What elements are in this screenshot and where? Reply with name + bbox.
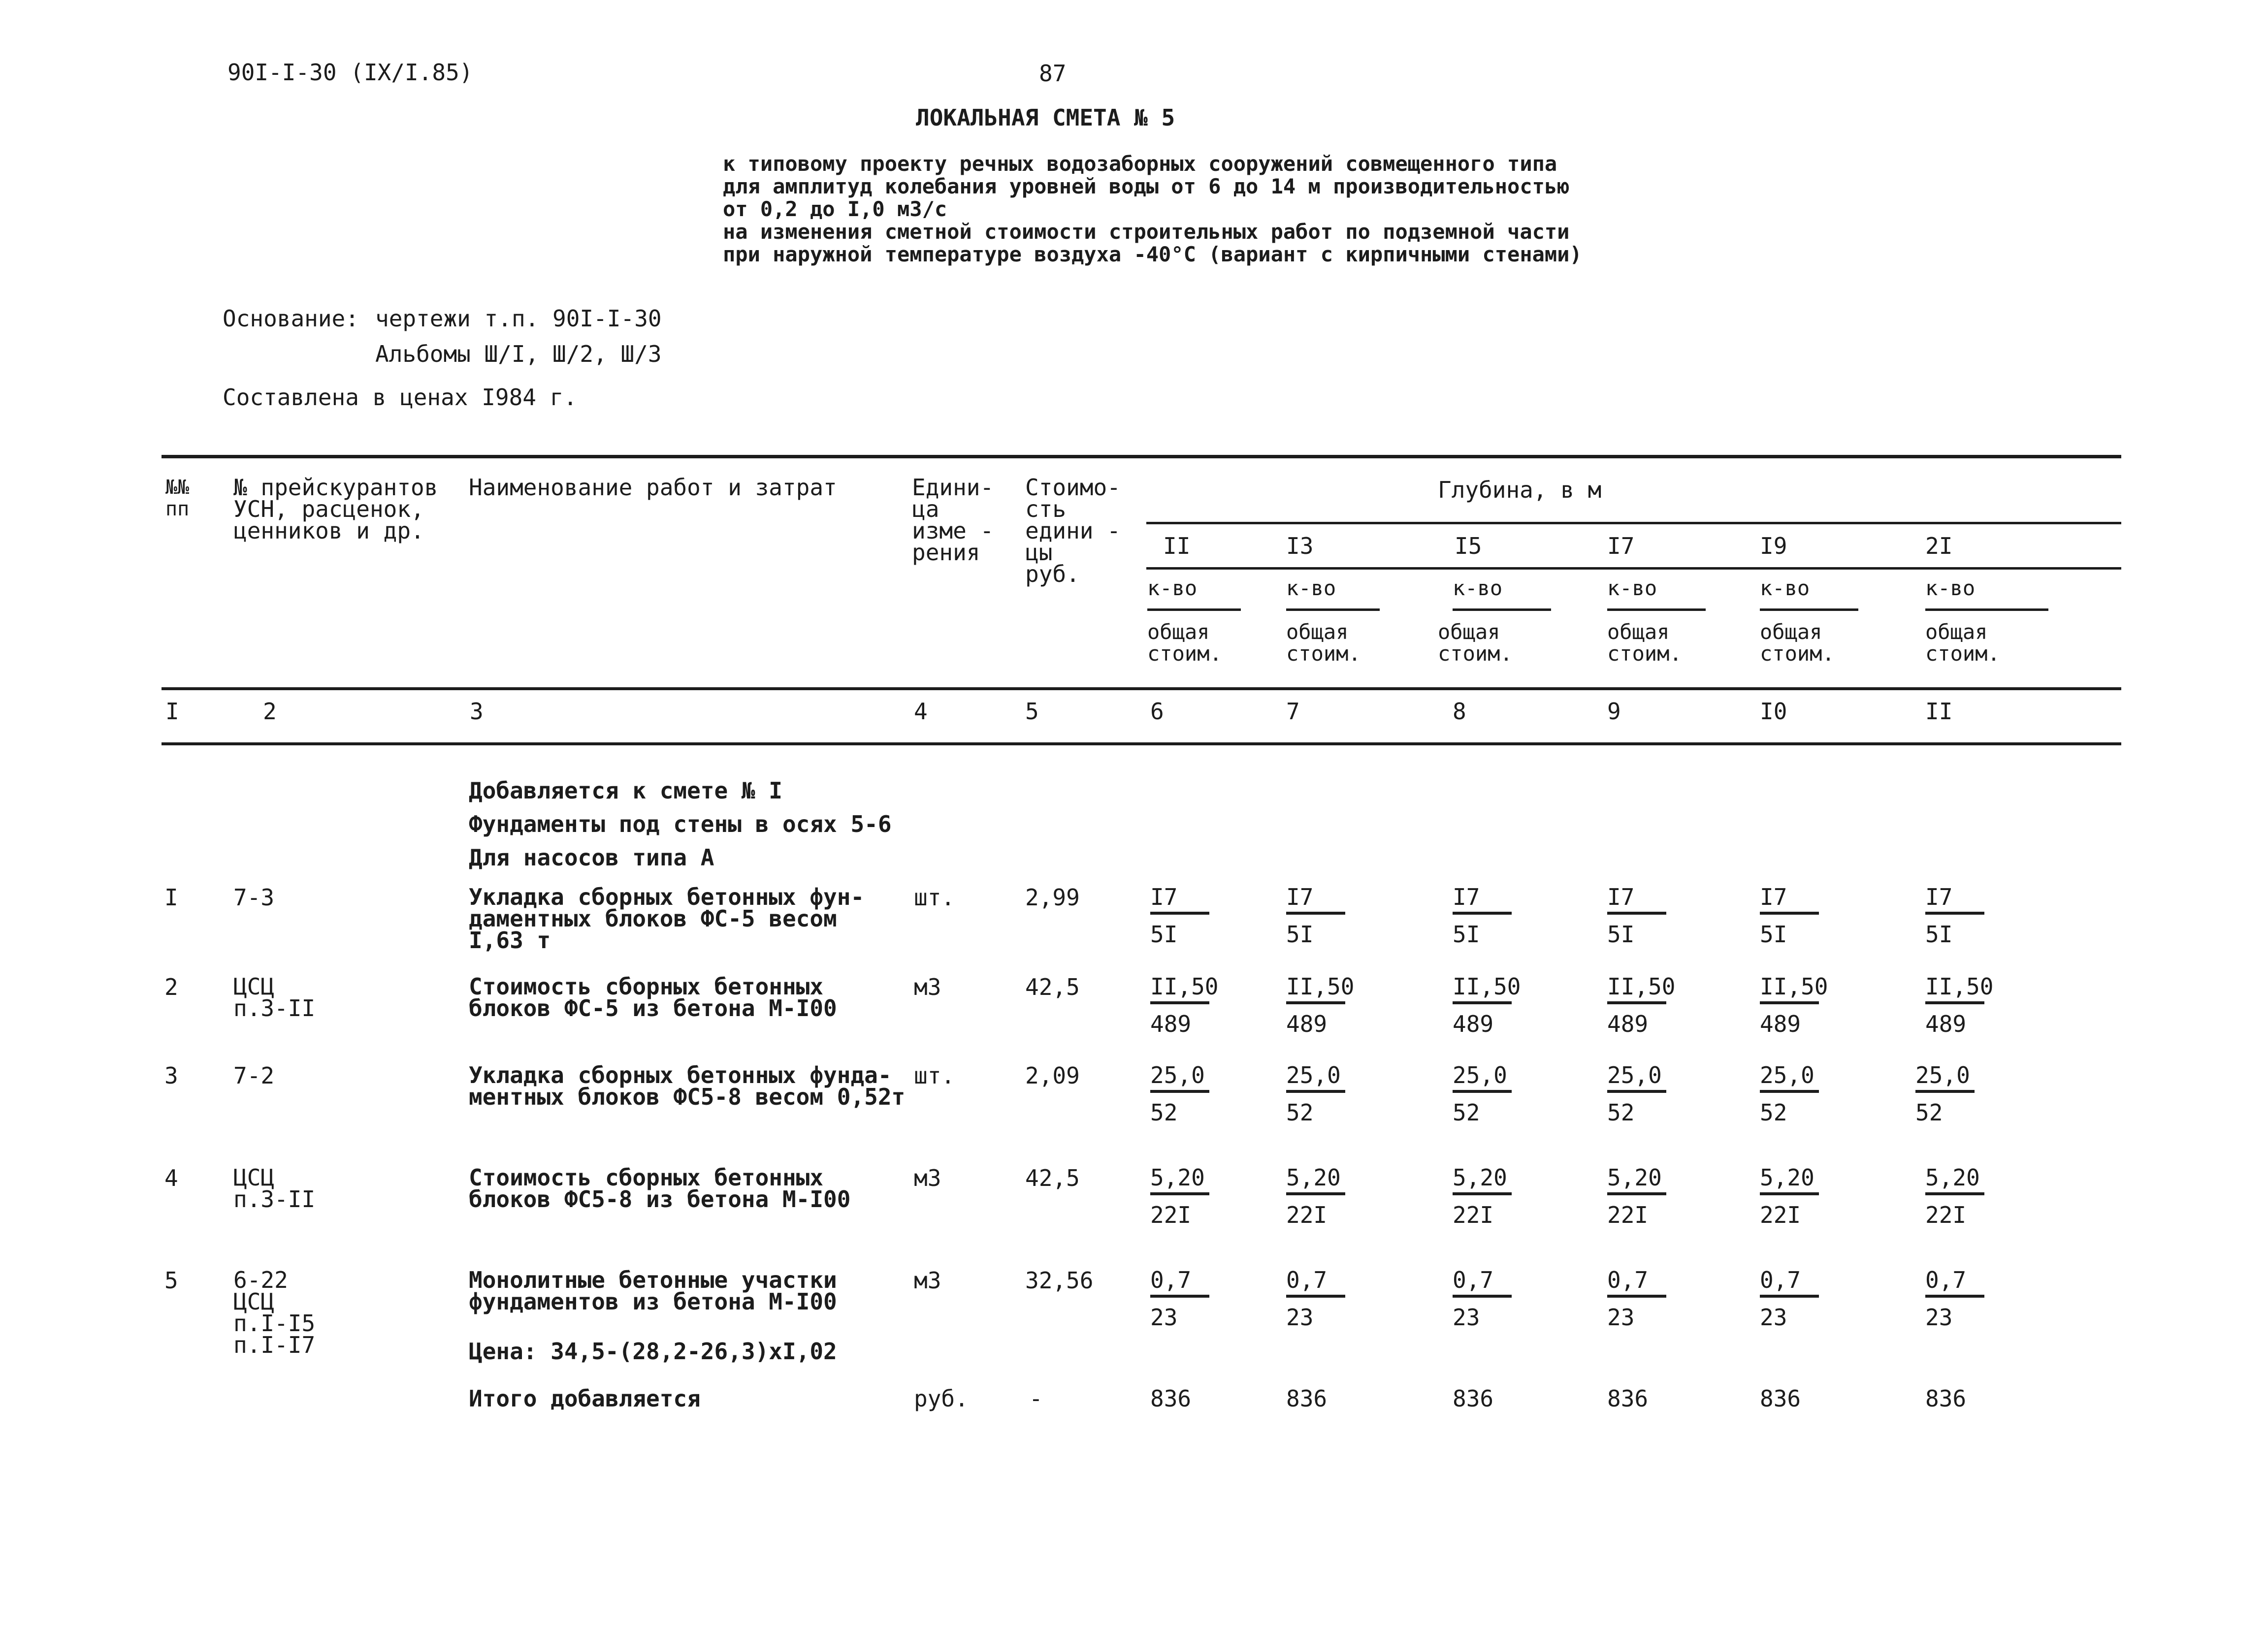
header-col-ref: № прейскурантов УСН, расценок, ценников и др. [233, 474, 438, 544]
column-number: 3 [470, 698, 484, 725]
qty-rule [1286, 608, 1380, 611]
row-number: 3 [164, 1062, 178, 1089]
row-quantity-cost: II,50 489 [1760, 973, 1828, 1037]
basis-label: Основание: [223, 305, 359, 332]
header-total-label: общая стоим. [1286, 620, 1361, 666]
row-work-name: Стоимость сборных бетонных блоков ФС5-8 из бетона М-I00 [469, 1164, 851, 1213]
row-number: 5 [164, 1267, 178, 1294]
document-code: 90I-I-30 (IX/I.85) [227, 59, 473, 86]
row-reference: ЦСЦ п.3-II [233, 1164, 316, 1213]
row-reference: ЦСЦ п.3-II [233, 973, 316, 1021]
header-qty-label: к-во [1925, 576, 1976, 600]
row-quantity-cost: I7 5I [1607, 884, 1711, 947]
fraction-bar [1286, 1295, 1345, 1298]
fraction-bar [1760, 1295, 1819, 1298]
subtitle-line: при наружной температуре воздуха -40°С (вариант с кирпичными стенами) [723, 242, 1582, 266]
fraction-bar [1607, 1090, 1666, 1093]
section-line: Добавляется к смете № I [469, 777, 782, 804]
row-quantity-cost: 25,0 52 [1607, 1062, 1711, 1125]
header-total-label: общая стоим. [1925, 620, 2000, 666]
row-quantity-cost: II,50 489 [1150, 973, 1219, 1037]
qty-rule [1147, 608, 1241, 611]
fraction-bar [1453, 1295, 1512, 1298]
row-quantity-cost: I7 5I [1286, 884, 1390, 947]
total-value: 836 [1925, 1385, 1967, 1412]
row-unit-price: 2,99 [1025, 884, 1080, 911]
prices-note: Составлена в ценах I984 г. [223, 384, 578, 411]
row-quantity-cost: 25,0 52 [1915, 1062, 2019, 1125]
qty-rule [1607, 608, 1706, 611]
document-subtitle [723, 153, 1582, 266]
row-unit-price: 42,5 [1025, 974, 1080, 1000]
document-title: ЛОКАЛЬНАЯ СМЕТА № 5 [916, 104, 1175, 131]
row-reference: 7-2 [233, 1062, 275, 1089]
row-quantity-cost: 5,20 22I [1925, 1165, 2029, 1228]
total-value: 836 [1150, 1385, 1192, 1412]
row-quantity-cost: 0,7 23 [1150, 1267, 1254, 1330]
row-quantity-cost: 5,20 22I [1453, 1165, 1556, 1228]
fraction-bar [1150, 1295, 1209, 1298]
column-number: II [1925, 698, 1953, 725]
row-quantity-cost: II,50 489 [1286, 973, 1355, 1037]
header-col-name: Наименование работ и затрат [469, 474, 837, 501]
header-qty-label: к-во [1607, 576, 1657, 600]
row-quantity-cost: 0,7 23 [1925, 1267, 2029, 1330]
fraction-bar [1925, 1001, 1984, 1004]
row-unit-price: 32,56 [1025, 1267, 1094, 1294]
column-number: I0 [1760, 698, 1787, 725]
fraction-bar [1925, 1192, 1984, 1195]
fraction-bar [1760, 1090, 1819, 1093]
fraction-bar [1760, 1001, 1819, 1004]
fraction-bar [1607, 1192, 1666, 1195]
column-number: 8 [1453, 698, 1466, 725]
section-line: Для насосов типа А [469, 844, 714, 871]
row-quantity-cost: II,50 489 [1607, 973, 1676, 1037]
fraction-bar [1925, 912, 1984, 915]
row-quantity-cost: 5,20 22I [1286, 1165, 1390, 1228]
row-number: I [164, 884, 178, 911]
row-quantity-cost: 5,20 22I [1150, 1165, 1254, 1228]
column-number: 4 [914, 698, 928, 725]
column-number: 7 [1286, 698, 1300, 725]
header-qty-label: к-во [1147, 576, 1198, 600]
row-unit-price: 2,09 [1025, 1062, 1080, 1089]
row-quantity-cost: I7 5I [1453, 884, 1556, 947]
qty-rule [1760, 608, 1858, 611]
row-unit-price: 42,5 [1025, 1165, 1080, 1191]
total-value: 836 [1760, 1385, 1801, 1412]
column-numbers-rule [162, 742, 2121, 745]
row-quantity-cost: 25,0 52 [1760, 1062, 1863, 1125]
header-total-label: общая стоим. [1438, 620, 1513, 666]
fraction-bar [1150, 1192, 1209, 1195]
row-reference: 6-22 ЦСЦ п.I-I5 п.I-I7 [233, 1267, 316, 1358]
header-depth-title: Глубина, в м [1438, 477, 1602, 503]
fraction-bar [1760, 912, 1819, 915]
qty-rule [1925, 608, 2048, 611]
header-total-label: общая стоим. [1607, 620, 1682, 666]
fraction-bar [1150, 1090, 1209, 1093]
fraction-bar [1286, 1192, 1345, 1195]
table-top-rule [162, 455, 2121, 458]
subtitle-line: для амплитуд колебания уровней воды от 6 до 14 м производительностью [723, 174, 1570, 198]
header-qty-label: к-во [1760, 576, 1810, 600]
total-unit: руб. [914, 1385, 969, 1412]
fraction-bar [1286, 912, 1345, 915]
header-col-num: №№ пп [165, 476, 190, 520]
row-number: 4 [164, 1165, 178, 1191]
fraction-bar [1607, 1295, 1666, 1298]
row-quantity-cost: 5,20 22I [1760, 1165, 1863, 1228]
row-work-name: Монолитные бетонные участки фундаментов из бетона М-I00 [469, 1267, 837, 1315]
row-quantity-cost: 0,7 23 [1607, 1267, 1711, 1330]
row-unit: м3 [914, 1165, 941, 1191]
page-number: 87 [1039, 60, 1067, 87]
total-value: 836 [1286, 1385, 1328, 1412]
row-unit: м3 [914, 974, 941, 1000]
header-total-label: общая стоим. [1147, 620, 1222, 666]
row-quantity-cost: II,50 489 [1453, 973, 1521, 1037]
qty-rule [1453, 608, 1551, 611]
fraction-bar [1453, 912, 1512, 915]
header-depth-value: I5 [1455, 533, 1482, 559]
section-line: Фундаменты под стены в осях 5-6 [469, 811, 892, 837]
section-heading [469, 774, 892, 874]
row-quantity-cost: 5,20 22I [1607, 1165, 1711, 1228]
column-number: 9 [1607, 698, 1621, 725]
header-col-unit: Едини- ца изме - рения [912, 474, 994, 566]
row-quantity-cost: II,50 489 [1925, 973, 1994, 1037]
fraction-bar [1453, 1192, 1512, 1195]
depth-values-rule [1146, 567, 2121, 570]
row-quantity-cost: 25,0 52 [1150, 1062, 1254, 1125]
header-qty-label: к-во [1453, 576, 1503, 600]
row-unit: шт. [914, 1062, 955, 1089]
fraction-bar [1150, 1001, 1209, 1004]
header-qty-label: к-во [1286, 576, 1336, 600]
header-depth-value: I9 [1760, 533, 1787, 559]
header-bottom-rule [162, 687, 2121, 690]
row-quantity-cost: 0,7 23 [1453, 1267, 1556, 1330]
total-value: 836 [1607, 1385, 1649, 1412]
header-depth-value: II [1163, 533, 1191, 559]
row-number: 2 [164, 974, 178, 1000]
header-depth-value: I7 [1607, 533, 1635, 559]
fraction-bar [1760, 1192, 1819, 1195]
fraction-bar [1915, 1090, 1975, 1093]
basis-drawings: чертежи т.п. 90I-I-30 [375, 305, 662, 332]
row-quantity-cost: 0,7 23 [1286, 1267, 1390, 1330]
subtitle-line: на изменения сметной стоимости строительных работ по подземной части [723, 220, 1570, 244]
header-depth-value: 2I [1925, 533, 1953, 559]
row-quantity-cost: 25,0 52 [1286, 1062, 1390, 1125]
header-col-price: Стоимо- сть едини - цы руб. [1025, 474, 1121, 587]
column-number: 6 [1150, 698, 1164, 725]
header-total-label: общая стоим. [1760, 620, 1835, 666]
subtitle-line: к типовому проекту речных водозаборных сооружений совмещенного типа [723, 152, 1557, 176]
column-number: I [165, 698, 179, 725]
fraction-bar [1925, 1295, 1984, 1298]
total-label: Итого добавляется [469, 1385, 701, 1412]
row-quantity-cost: I7 5I [1760, 884, 1863, 947]
fraction-bar [1607, 912, 1666, 915]
fraction-bar [1607, 1001, 1666, 1004]
fraction-bar [1150, 912, 1209, 915]
subtitle-line: от 0,2 до I,0 м3/с [723, 197, 947, 221]
column-number: 5 [1025, 698, 1039, 725]
fraction-bar [1453, 1090, 1512, 1093]
row-unit: шт. [914, 884, 955, 911]
row-quantity-cost: 25,0 52 [1453, 1062, 1556, 1125]
row-reference: 7-3 [233, 884, 275, 911]
depth-title-rule [1146, 522, 2121, 524]
row-quantity-cost: I7 5I [1925, 884, 2029, 947]
fraction-bar [1286, 1090, 1345, 1093]
basis-albums: Альбомы Ш/I, Ш/2, Ш/3 [375, 341, 662, 367]
total-price: - [1029, 1385, 1043, 1412]
fraction-bar [1286, 1001, 1345, 1004]
column-number: 2 [263, 698, 277, 725]
header-depth-value: I3 [1286, 533, 1314, 559]
row-work-name: Укладка сборных бетонных фун- даментных блоков ФС-5 весом I,63 т [469, 884, 865, 954]
row-work-name: Укладка сборных бетонных фунда- ментных блоков ФС5-8 весом 0,52т [469, 1062, 906, 1110]
fraction-bar [1453, 1001, 1512, 1004]
total-value: 836 [1453, 1385, 1494, 1412]
row-work-name: Стоимость сборных бетонных блоков ФС-5 из бетона М-I00 [469, 973, 837, 1021]
row-unit: м3 [914, 1267, 941, 1294]
row-price-formula: Цена: 34,5-(28,2-26,3)хI,02 [469, 1338, 837, 1365]
row-quantity-cost: I7 5I [1150, 884, 1254, 947]
row-quantity-cost: 0,7 23 [1760, 1267, 1863, 1330]
